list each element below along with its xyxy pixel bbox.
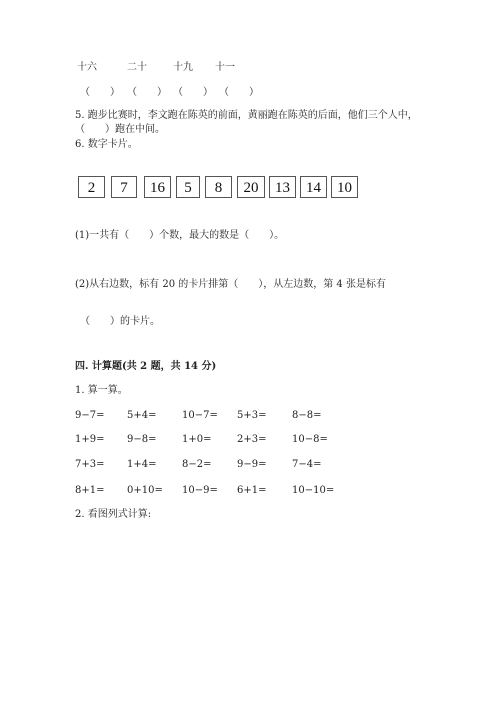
arithmetic-item: 1+0= [182, 434, 212, 445]
answer-blank[interactable]: （ ） [127, 87, 167, 98]
arithmetic-item: 1+9= [75, 434, 105, 445]
number-card: 20 [237, 176, 265, 198]
question-6-sub1: (1)一共有（ ）个数，最大的数是（ ）。 [75, 230, 285, 241]
arithmetic-item: 8+1= [75, 485, 105, 496]
arithmetic-item: 8−8= [292, 410, 322, 421]
question-6-sub2-line2: （ ）的卡片。 [80, 316, 160, 327]
question-6-title: 6. 数字卡片。 [75, 139, 138, 150]
answer-blank[interactable]: （ ） [219, 87, 259, 98]
number-word: 十九 [173, 62, 193, 73]
number-word: 十一 [215, 62, 235, 73]
calc-question-1-title: 1. 算一算。 [75, 385, 128, 396]
arithmetic-item: 2+3= [237, 434, 267, 445]
answer-blank[interactable]: （ ） [80, 87, 120, 98]
section-heading: 四. 计算题(共 2 题，共 14 分) [75, 361, 217, 372]
arithmetic-item: 10−9= [182, 485, 218, 496]
arithmetic-item: 10−10= [292, 485, 335, 496]
number-card: 16 [144, 176, 171, 198]
arithmetic-item: 9−8= [127, 434, 157, 445]
number-card: 2 [78, 176, 105, 198]
arithmetic-item: 8−2= [182, 459, 212, 470]
number-card: 8 [205, 176, 232, 198]
arithmetic-item: 5+4= [127, 410, 157, 421]
arithmetic-item: 7−4= [292, 459, 322, 470]
number-card: 7 [111, 176, 137, 198]
number-card: 10 [331, 176, 358, 198]
number-word: 十六 [77, 62, 97, 73]
arithmetic-item: 10−8= [292, 434, 328, 445]
question-5-line2: （ ）跑在中间。 [75, 124, 165, 135]
arithmetic-item: 1+4= [127, 459, 157, 470]
question-5-line1: 5. 跑步比赛时，李文跑在陈英的前面，黄丽跑在陈英的后面，他们三个人中， [75, 110, 418, 121]
arithmetic-item: 6+1= [237, 485, 267, 496]
number-word: 二十 [127, 62, 147, 73]
arithmetic-item: 9−7= [75, 410, 105, 421]
arithmetic-item: 0+10= [127, 485, 163, 496]
arithmetic-item: 7+3= [75, 459, 105, 470]
number-card: 5 [176, 176, 200, 198]
answer-blank[interactable]: （ ） [173, 87, 213, 98]
question-6-sub2-line1: (2)从右边数，标有 20 的卡片排第（ ），从左边数，第 4 张是标有 [75, 279, 386, 290]
number-card: 13 [269, 176, 296, 198]
arithmetic-item: 10−7= [182, 410, 218, 421]
number-card: 14 [300, 176, 327, 198]
calc-question-2-title: 2. 看图列式计算: [75, 509, 152, 520]
arithmetic-item: 9−9= [237, 459, 267, 470]
arithmetic-item: 5+3= [237, 410, 267, 421]
